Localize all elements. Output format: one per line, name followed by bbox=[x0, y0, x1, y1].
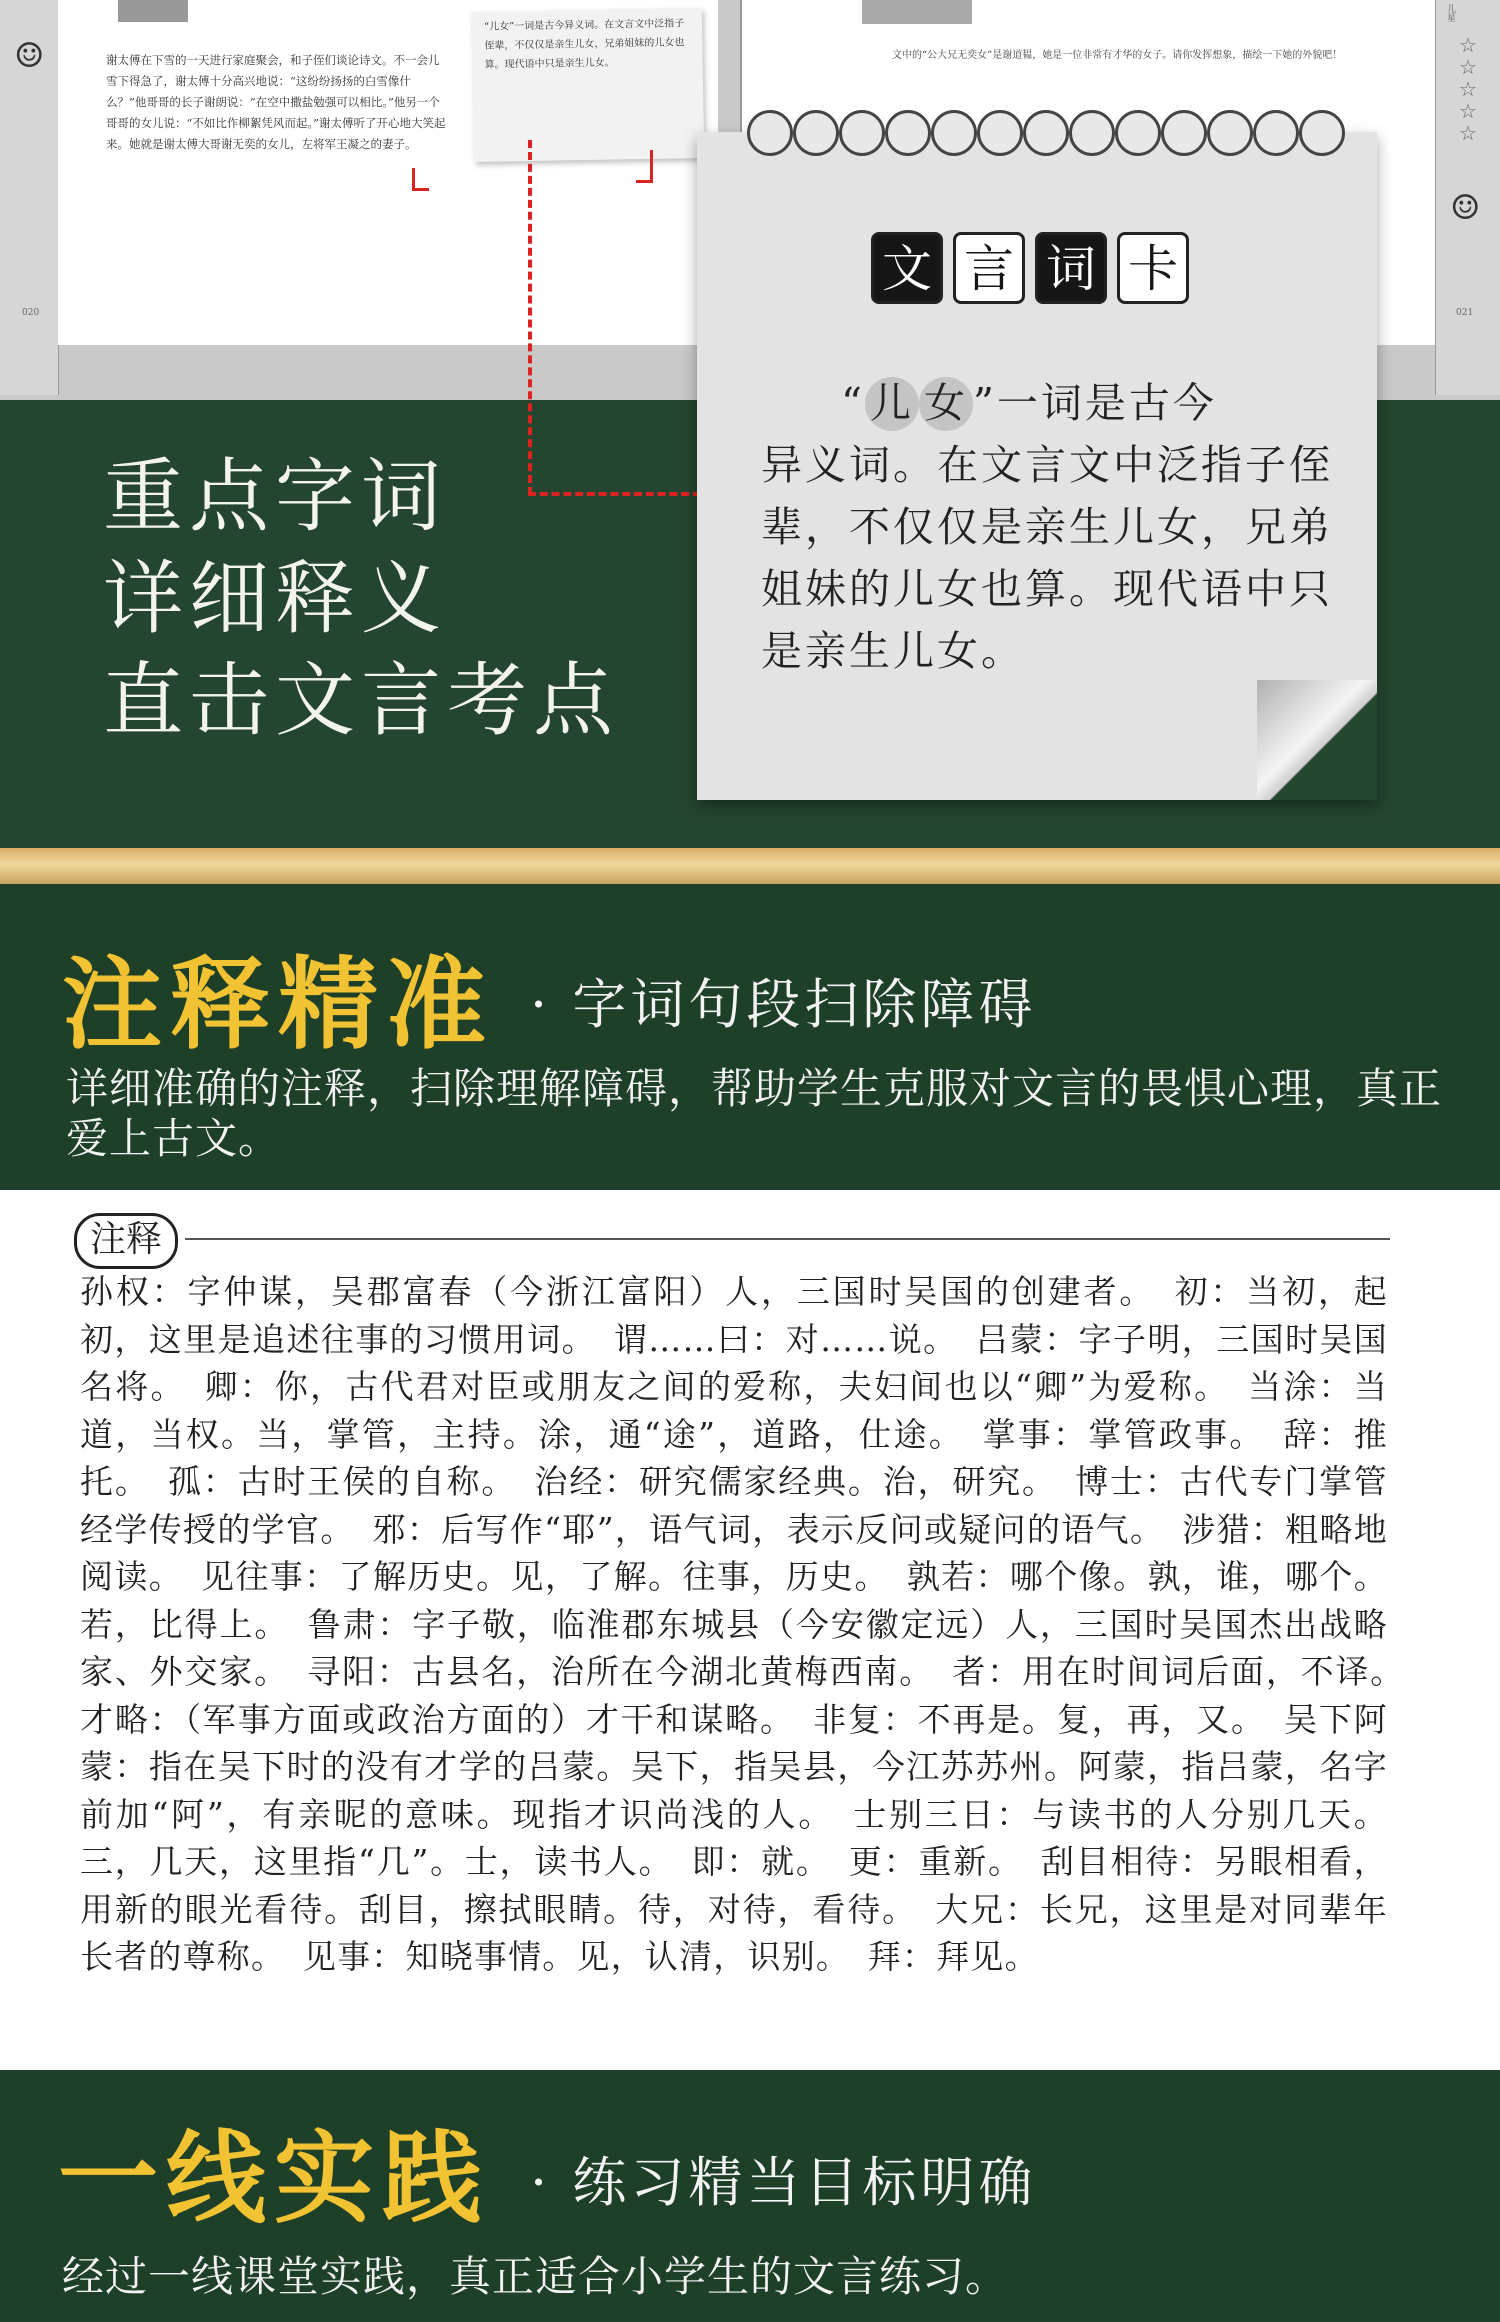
card-title-char: 文 bbox=[871, 232, 943, 304]
ring-icon bbox=[1253, 110, 1299, 156]
difficulty-stars bbox=[1448, 34, 1488, 144]
right-bracket bbox=[636, 150, 653, 183]
ring-icon bbox=[793, 110, 839, 156]
card-title bbox=[871, 232, 1189, 304]
section-title: 一线实践 bbox=[58, 2119, 490, 2237]
section-practice-header bbox=[0, 2070, 1500, 2322]
page-curl bbox=[1257, 680, 1377, 800]
section-notes-header bbox=[0, 884, 1500, 1190]
left-page-tag-image bbox=[118, 0, 188, 22]
star-icon: ☆ bbox=[1459, 121, 1477, 145]
vocab-card bbox=[697, 132, 1377, 800]
right-page-tag-image bbox=[862, 0, 972, 24]
card-body: 异义词。在文言文中泛指子侄辈，不仅仅是亲生儿女，兄弟姐妹的儿女也算。现代语中只是亲生儿女。 bbox=[761, 441, 1333, 675]
ring-icon bbox=[931, 110, 977, 156]
feature-showcase-top bbox=[0, 0, 1500, 860]
notes-text bbox=[80, 1268, 1423, 1981]
notes-sample bbox=[0, 1190, 1500, 2070]
star-icon: ☆ bbox=[1459, 55, 1477, 79]
left-page-margin bbox=[0, 0, 59, 395]
star-icon: ☆ bbox=[1459, 99, 1477, 123]
card-text bbox=[761, 372, 1351, 682]
wood-frame-bar bbox=[0, 848, 1500, 884]
headline-line: 重点字词 bbox=[103, 450, 447, 543]
right-page-paragraph: 文中的“公大兄无奕女”是谢道韫，她是一位非常有才华的女子。请你发挥想象，描绘一下她的外貌吧！ bbox=[892, 50, 1343, 61]
notes-text-content: 孙权：字仲谋，吴郡富春（今浙江富阳）人，三国时吴国的创建者。 初：当初，起初，这里是追述往事的习惯用词。 谓……曰：对……说。 吕蒙：字子明，三国时吴国名将。 卿：你，古代君对臣或朋友之间的爱称，夫妇间也以“卿”为爱称。 当涂：当道，当权。当，掌管，主持。涂，通“途”，道路，仕途。 掌事：掌管政事。 辞：推托。 孤：古时王侯的自称。 治经：研究儒家经典。治，研究。 博士：古代专门掌管经学传授的学官。 邪：后写作“耶”，语气词，表示反问或疑问的语气。 涉猎：粗略地阅读。 见往事：了解历史。见，了解。往事，历史。 孰若：哪个像。孰，谁，哪个。若，比得上。 鲁肃：字子敬，临淮郡东城县（今安徽定远）人，三国时吴国杰出战略家、外交家。 寻阳：古县名，治所在今湖北黄梅西南。 者：用在时间词后面，不译。 才略：（军事方面或政治方面的）才干和谋略。 非复：不再是。复，再，又。 吴下阿蒙：指在吴下时的没有才学的吕蒙。吴下，指吴县，今江苏苏州。阿蒙，指吕蒙，名字前加“阿”，有亲昵的意味。现指才识尚浅的人。 士别三日：与读书的人分别几天。三，几天，这里指“几”。士，读书人。 即：就。 更：重新。 刮目相待：另眼相看，用新的眼光看待。刮目，擦拭眼睛。待，对待，看待。 大兄：长兄，这里是对同辈年长者的尊称。 见事：知晓事情。见，认清，识别。 拜：拜见。 bbox=[80, 1272, 1423, 1976]
card-first-line bbox=[761, 372, 1351, 434]
section-subtitle: · 字词句段扫除障碍 bbox=[530, 973, 1037, 1036]
notes-divider bbox=[185, 1238, 1390, 1240]
highlight-char: 儿 bbox=[865, 377, 919, 431]
ring-icon bbox=[1207, 110, 1253, 156]
star-icon: ☆ bbox=[1459, 77, 1477, 101]
highlight-char: 女 bbox=[919, 377, 973, 431]
ring-icon bbox=[885, 110, 931, 156]
left-page bbox=[58, 0, 718, 345]
headline-line: 详细释义 bbox=[103, 552, 447, 645]
left-bracket bbox=[412, 168, 429, 191]
ring-icon bbox=[977, 110, 1023, 156]
ring-icon bbox=[839, 110, 885, 156]
ring-icon bbox=[1023, 110, 1069, 156]
card-first-line-rest: ”一词是古今 bbox=[972, 379, 1217, 427]
notes-label: 注释 bbox=[74, 1213, 178, 1269]
right-page-margin bbox=[1435, 0, 1500, 395]
card-title-char: 言 bbox=[953, 232, 1025, 304]
card-title-char: 词 bbox=[1035, 232, 1107, 304]
headline-line: 直击文言考点 bbox=[103, 654, 619, 747]
ring-icon bbox=[1299, 110, 1345, 156]
ring-icon bbox=[1115, 110, 1161, 156]
left-page-note-text: “儿女”一词是古今异义词。在文言文中泛指子侄辈，不仅仅是亲生儿女，兄弟姐妹的儿女也算。现代语中只是亲生儿女。 bbox=[483, 18, 685, 71]
cartoon-icon: ☺ bbox=[14, 36, 45, 76]
right-page-number: 021 bbox=[1456, 308, 1474, 318]
connector-line-vertical bbox=[528, 140, 532, 495]
left-page-number: 020 bbox=[22, 308, 40, 318]
left-page-note bbox=[472, 8, 705, 162]
cartoon-icon: ☺ bbox=[1450, 188, 1481, 228]
card-title-char: 卡 bbox=[1117, 232, 1189, 304]
ring-icon bbox=[1069, 110, 1115, 156]
ring-icon bbox=[1161, 110, 1207, 156]
star-icon: ☆ bbox=[1459, 33, 1477, 57]
section-description: 经过一线课堂实践，真正适合小学生的文言练习。 bbox=[62, 2252, 1009, 2301]
side-label: 儿星 bbox=[1445, 4, 1455, 22]
section-subtitle: · 练习精当目标明确 bbox=[530, 2151, 1037, 2214]
left-page-paragraph: 谢太傅在下雪的一天进行家庭聚会，和子侄们谈论诗文。不一会儿雪下得急了，谢太傅十分高兴地说：“这纷纷扬扬的白雪像什么？”他哥哥的长子谢朗说：“在空中撒盐勉强可以相比。”他另一个哥哥的女儿说：“不如比作柳絮凭风而起。”谢太傅听了开心地大笑起来。她就是谢太傅大哥谢无奕的女儿，左将军王凝之的妻子。 bbox=[106, 53, 446, 151]
ring-icon bbox=[747, 110, 793, 156]
section-title: 注释精准 bbox=[62, 945, 494, 1063]
quote-mark: “ bbox=[841, 379, 865, 427]
section-description: 详细准确的注释，扫除理解障碍，帮助学生克服对文言的畏惧心理，真正爱上古文。 bbox=[66, 1064, 1443, 1163]
